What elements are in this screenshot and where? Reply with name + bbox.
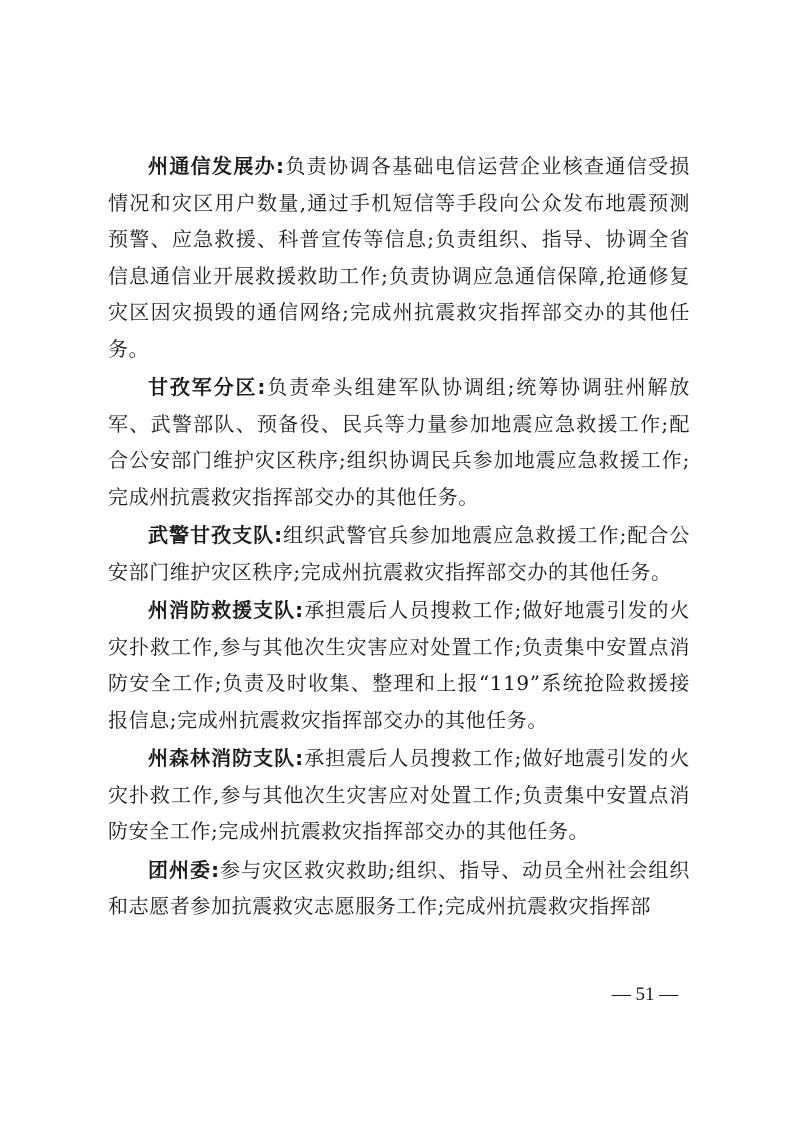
- paragraph-heading: 甘孜军分区:: [148, 375, 266, 399]
- paragraph-heading: 团州委:: [148, 857, 220, 882]
- paragraph-wujing: [108, 517, 690, 590]
- paragraph-tongxin: [108, 148, 690, 367]
- paragraph-junfenqu: [108, 369, 690, 515]
- paragraph-text: 负责牵头组建军队协调组;统筹协调驻州解放军、武警部队、预备役、民兵等力量参加地震应急救援工作;配合公安部门维护灾区秩序;组织协调民兵参加地震应急救援工作;完成州抗震救灾指挥部交办的其他任务。: [108, 375, 690, 509]
- paragraph-senlin: [108, 740, 690, 850]
- paragraph-text: 承担震后人员搜救工作;做好地震引发的火灾扑救工作,参与其他次生灾害应对处置工作;负责集中安置点消防安全工作;完成州抗震救灾指挥部交办的其他任务。: [108, 746, 690, 843]
- page-number: — 51 —: [611, 984, 679, 1005]
- document-body: [108, 148, 690, 927]
- paragraph-text: 承担震后人员搜救工作;做好地震引发的火灾扑救工作,参与其他次生灾害应对处置工作;负责集中安置点消防安全工作;负责及时收集、整理和上报“119”系统抢险救援接报信息;完成州抗震救灾指挥部交办的其他任务。: [108, 598, 690, 732]
- paragraph-text: 参与灾区救灾救助;组织、指导、动员全州社会组织和志愿者参加抗震救灾志愿服务工作;完成州抗震救灾指挥部: [108, 857, 690, 918]
- paragraph-heading: 州消防救援支队:: [148, 598, 304, 622]
- paragraph-heading: 州森林消防支队:: [148, 746, 304, 770]
- paragraph-xiaofang: [108, 592, 690, 738]
- paragraph-heading: 武警甘孜支队:: [148, 523, 283, 547]
- paragraph-text: 组织武警官兵参加地震应急救援工作;配合公安部门维护灾区秩序;完成州抗震救灾指挥部交办的其他任务。: [108, 523, 690, 584]
- paragraph-tuanzhouwei: [108, 852, 690, 925]
- paragraph-text: 负责协调各基础电信运营企业核查通信受损情况和灾区用户数量,通过手机短信等手段向公众发布地震预测预警、应急救援、科普宣传等信息;负责组织、指导、协调全省信息通信业开展救援救助工作;负责协调应急通信保障,抢通修复灾区因灾损毁的通信网络;完成州抗震救灾指挥部交办的其他任务。: [108, 154, 691, 361]
- paragraph-heading: 州通信发展办:: [148, 154, 285, 178]
